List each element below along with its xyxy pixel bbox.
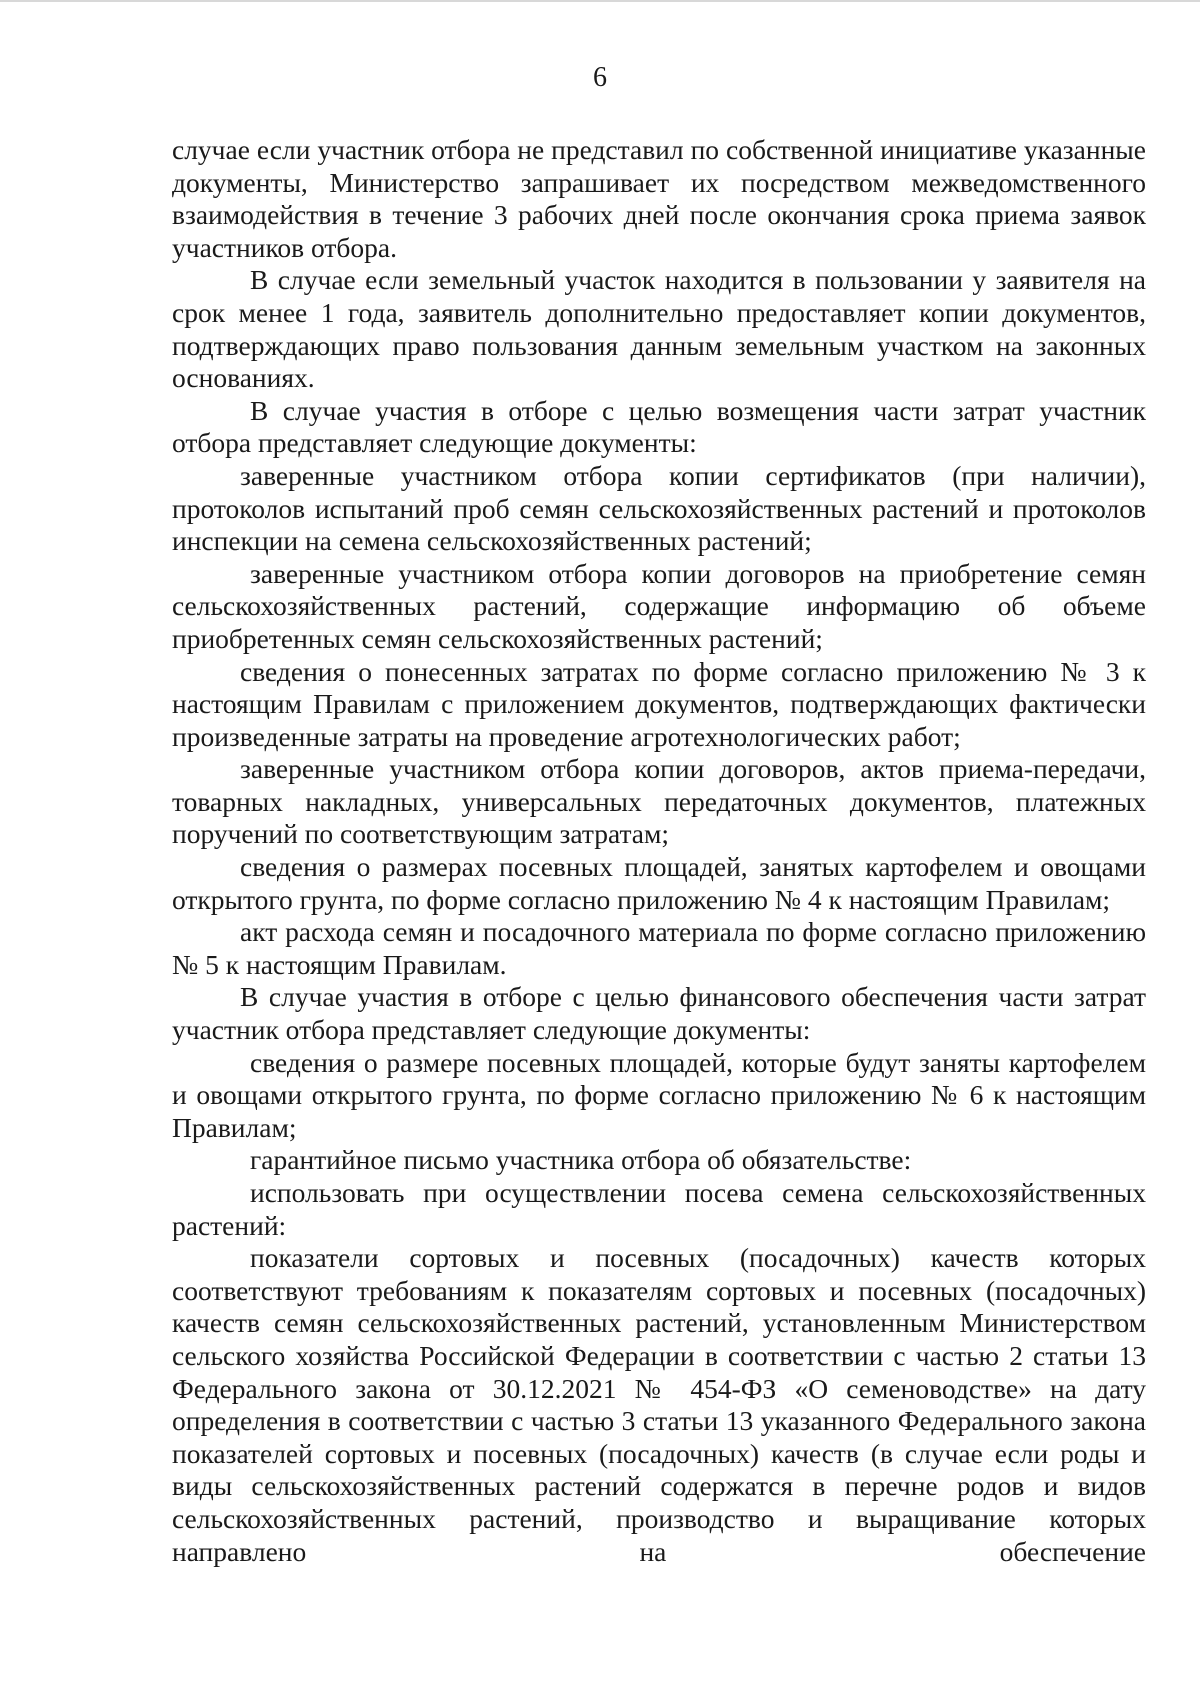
list-item-planned-areas: сведения о размере посевных площадей, которые будут заняты картофелем и овощами открытого грунта, по форме согласно приложению № 6 к настоящим Правилам; [172, 1046, 1146, 1143]
paragraph-financing-intro: В случае участия в отборе с целью финансового обеспечения части затрат участник отбора представляет следующие документы: [172, 981, 1146, 1046]
list-item-seed-usage: использовать при осуществлении посева семена сельскохозяйственных растений: [172, 1177, 1146, 1241]
paragraph-continuation: случае если участник отбора не представил по собственной инициативе указанные документы, Министерство запрашивает их посредством межведомственного взаимодействия в течение 3 рабочих дней после окончания срока приема заявок участников отбора. [172, 134, 1146, 263]
page-number: 6 [593, 62, 607, 93]
list-item-sowing-areas: сведения о размерах посевных площадей, занятых картофелем и овощами открытого грунта, по форме согласно приложению № 4 к настоящим Правилам; [172, 851, 1146, 915]
list-item-cost-information: сведения о понесенных затратах по форме согласно приложению № 3 к настоящим Правилам с приложением документов, подтверждающих фактически произведенные затраты на проведение агротехнологических работ; [172, 655, 1146, 752]
list-item-payment-documents: заверенные участником отбора копии договоров, актов приема-передачи, товарных накладных, универсальных передаточных документов, платежных поручений по соответствующим затратам; [172, 753, 1146, 850]
list-item-guarantee-letter: гарантийное письмо участника отбора об обязательстве: [250, 1144, 912, 1176]
list-item-certificates: заверенные участником отбора копии сертификатов (при наличии), протоколов испытаний проб семян сельскохозяйственных растений и протоколов инспекции на семена сельскохозяйственных растений; [172, 459, 1146, 557]
paragraph-compensation-intro: В случае участия в отборе с целью возмещения части затрат участник отбора представляет следующие документы: [172, 394, 1146, 459]
paragraph-land-plot: В случае если земельный участок находится в пользовании у заявителя на срок менее 1 года, заявитель дополнительно предоставляет копии документов, подтверждающих право пользования данным земельным участком на законных основаниях. [172, 264, 1146, 394]
list-item-seed-consumption-act: акт расхода семян и посадочного материала по форме согласно приложению № 5 к настоящим Правилам. [172, 916, 1146, 980]
scan-edge [0, 0, 1200, 2]
paragraph-seed-quality: показатели сортовых и посевных (посадочных) качеств которых соответствуют требованиям к показателям сортовых и посевных (посадочных) качеств семян сельскохозяйственных растений, установленным Министерством сельского хозяйства Российской Федерации в соответствии с частью 2 статьи 13 Федерального закона от 30.12.2021 № 454-ФЗ «О семеноводстве» на дату определения в соответствии с частью 3 статьи 13 указанного Федерального закона показателей сортовых и посевных (посадочных) качеств (в случае если роды и виды сельскохозяйственных растений содержатся в перечне родов и видов сельскохозяйственных растений, производство и выращивание которых направлено на обеспечение [172, 1242, 1146, 1567]
list-item-seed-contracts: заверенные участником отбора копии договоров на приобретение семян сельскохозяйственных растений, содержащие информацию об объеме приобретенных семян сельскохозяйственных растений; [172, 557, 1146, 654]
document-body [172, 134, 1146, 1568]
